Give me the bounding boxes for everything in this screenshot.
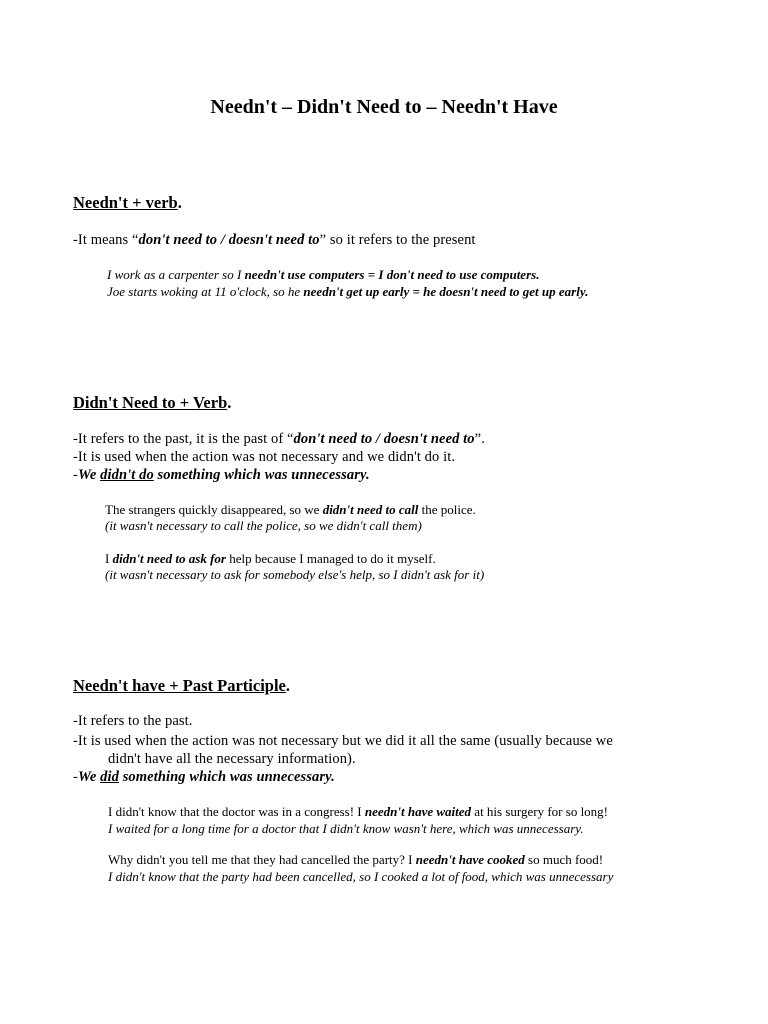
rule-emphasis: don't need to / doesn't need to	[138, 232, 320, 248]
example-joe	[107, 284, 588, 300]
example-text: Why didn't you tell me that they had cancelled the party? I	[108, 852, 416, 867]
example-text: help because I managed to do it myself.	[226, 551, 436, 566]
example-doctor	[108, 804, 608, 820]
example-text: I	[105, 551, 113, 566]
heading-period: .	[227, 393, 232, 412]
example-text: Joe starts woking at 11 o'clock, so he	[107, 284, 304, 299]
section-heading-text: Needn't have + Past Participle	[73, 676, 286, 695]
heading-period: .	[285, 676, 290, 695]
rule-emphasis: something which was unnecessary.	[118, 769, 335, 785]
rule-emphasis: don't need to / doesn't need to	[293, 431, 475, 447]
example-text: at his surgery for so long!	[471, 804, 609, 819]
example-text: The strangers quickly disappeared, so we	[105, 502, 323, 517]
example-emphasis: needn't get up early = he doesn't need to get up early.	[303, 284, 589, 299]
rule-usage: -It is used when the action was not necessary and we didn't do it.	[73, 449, 456, 465]
example-emphasis: didn't need to ask for	[112, 551, 226, 566]
page-title: Needn't – Didn't Need to – Needn't Have	[210, 96, 558, 118]
rule-text: ” so it refers to the present	[319, 232, 476, 248]
example-party	[108, 852, 603, 868]
rule-text: -It means “	[73, 232, 139, 248]
example-text: so much food!	[524, 852, 604, 867]
section-heading-text: Didn't Need to + Verb	[73, 393, 228, 412]
example-ask-for-help	[105, 551, 436, 567]
section-heading-didnt-need-to	[73, 393, 231, 413]
example-party-note: I didn't know that the party had been cancelled, so I cooked a lot of food, which was unnecessary	[108, 869, 614, 884]
rule-emphasis: something which was unnecessary.	[153, 467, 370, 483]
example-emphasis: needn't use computers = I don't need to use computers.	[244, 267, 540, 282]
rule-emphasis: We	[77, 467, 101, 483]
rule-past	[73, 431, 485, 448]
example-emphasis: needn't have cooked	[415, 852, 525, 867]
rule-summary	[73, 467, 370, 484]
rule-past: -It refers to the past.	[73, 713, 193, 729]
example-carpenter	[107, 267, 539, 283]
section-heading-neednt-have	[73, 676, 290, 696]
rule-text: -It refers to the past, it is the past of “	[73, 431, 294, 447]
example-emphasis: needn't have waited	[364, 804, 472, 819]
example-strangers-note: (it wasn't necessary to call the police, so we didn't call them)	[105, 518, 422, 533]
rule-emphasis-underlined: did	[100, 769, 119, 785]
rule-emphasis: We	[77, 769, 101, 785]
example-text: I didn't know that the doctor was in a congress! I	[108, 804, 365, 819]
rule-usage-continued: didn't have all the necessary information).	[108, 751, 356, 767]
rule-summary	[73, 769, 335, 786]
rule-text: -	[73, 769, 78, 785]
rule-usage: -It is used when the action was not necessary but we did it all the same (usually because we	[73, 733, 613, 749]
example-emphasis: didn't need to call	[322, 502, 419, 517]
example-ask-for-help-note: (it wasn't necessary to ask for somebody else's help, so I didn't ask for it)	[105, 567, 485, 582]
section-heading-text: Needn't + verb	[73, 193, 178, 212]
example-strangers	[105, 502, 476, 518]
rule-emphasis-underlined: didn't do	[100, 467, 154, 483]
rule-text: -	[73, 467, 78, 483]
section-heading-neednt	[73, 193, 182, 213]
example-doctor-note: I waited for a long time for a doctor that I didn't know wasn't here, which was unnecessary.	[108, 821, 584, 836]
example-text: I work as a carpenter so I	[107, 267, 245, 282]
heading-period: .	[177, 193, 182, 212]
example-text: the police.	[418, 502, 476, 517]
rule-meaning	[73, 232, 476, 249]
rule-text: ”.	[474, 431, 485, 447]
